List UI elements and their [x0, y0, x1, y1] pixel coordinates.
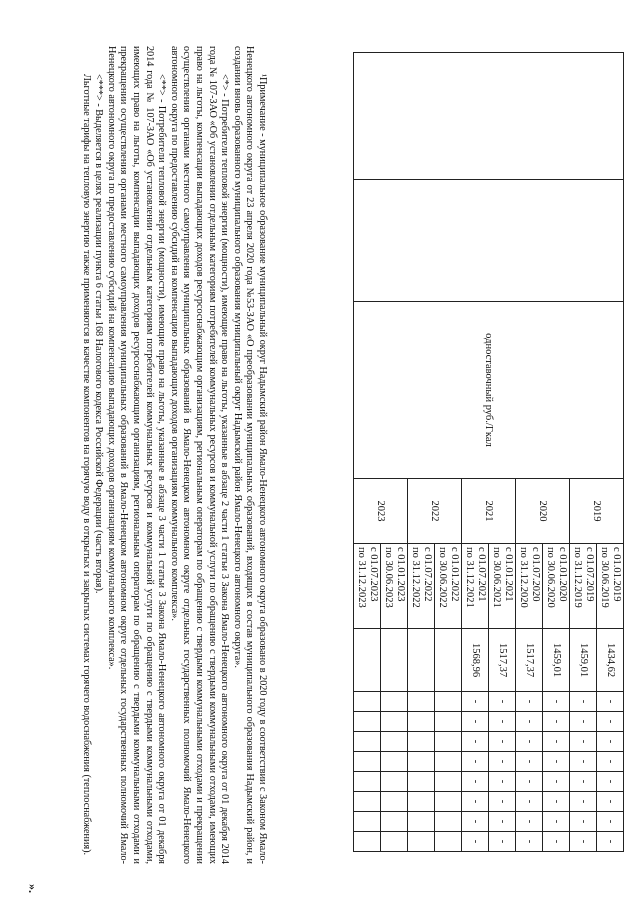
- dash-cell: [381, 812, 408, 832]
- dash-cell: [381, 692, 408, 712]
- dash-cell: -: [597, 732, 624, 752]
- dash-cell: -: [489, 692, 516, 712]
- tariff-value: [408, 629, 435, 692]
- dash-cell: -: [543, 692, 570, 712]
- period-cell: [408, 544, 435, 629]
- dash-cell: -: [462, 832, 489, 852]
- dash-cell: [408, 832, 435, 852]
- dash-cell: -: [516, 752, 543, 772]
- dash-cell: -: [462, 792, 489, 812]
- year-cell: 2020: [516, 479, 570, 544]
- dash-cell: -: [516, 832, 543, 852]
- dash-cell: -: [489, 752, 516, 772]
- dash-cell: [354, 792, 381, 812]
- period-from: с 01.01.2023: [395, 547, 406, 602]
- period-to: по 31.12.2023: [356, 547, 367, 608]
- period-to: по 30.06.2020: [545, 547, 556, 608]
- dash-cell: [381, 832, 408, 852]
- period-to: по 31.12.2021: [464, 547, 475, 608]
- dash-cell: -: [489, 712, 516, 732]
- tariff-value: [381, 629, 408, 692]
- tariff-value: 1459,01: [543, 629, 570, 692]
- period-to: по 31.12.2020: [518, 547, 529, 608]
- year-cell: 2021: [462, 479, 516, 544]
- dash-cell: -: [543, 812, 570, 832]
- footnotes: [79, 46, 268, 864]
- dash-cell: -: [597, 752, 624, 772]
- tariff-table: [353, 52, 624, 852]
- period-from: с 01.07.2023: [368, 547, 379, 602]
- year-cell: 2023: [354, 479, 408, 544]
- blank-cell: [354, 53, 624, 180]
- dash-cell: -: [462, 812, 489, 832]
- dash-cell: [354, 712, 381, 732]
- dash-cell: -: [570, 772, 597, 792]
- dash-cell: -: [543, 792, 570, 812]
- dash-cell: -: [516, 732, 543, 752]
- period-cell: [543, 544, 570, 629]
- dash-cell: -: [516, 772, 543, 792]
- dash-cell: [381, 772, 408, 792]
- dash-cell: [354, 692, 381, 712]
- dash-cell: [354, 832, 381, 852]
- dash-cell: -: [597, 692, 624, 712]
- footnote-municipal: ¹Примечание - муниципальное образование муниципальный округ Надымский район Ямало-Ненецкого автономного округа образовано в 2020 году в соответствии с Законом Ямало-Ненецкого автономного округа от 23 апреля 2020 года №53-ЗАО «О преобразовании муниципальных образований, входящих в состав муниципального образования Надымский район, и создании вновь образованного муниципального образования муниципальный округ Надымский район Ямало-Ненецкого автономного округа».: [231, 46, 268, 864]
- dash-cell: [435, 732, 462, 752]
- dash-cell: [381, 732, 408, 752]
- dash-cell: [354, 752, 381, 772]
- footnote-star1: <*> - Потребители тепловой энергии (мощности), имеющие право на льготы, указанные в абзаце 2 части 1 статьи 3 Закона Ямало-Ненецкого автономного округа от 01 декабря 2014 года № 107-ЗАО «Об установлении отдельным категориям потребителей коммунальных ресурсов и коммунальной услуги по обращению с твердыми коммунальными отходами, имеющих право на льготы, компенсации выпадающих доходов ресурсоснабжающим организациям, региональным операторам по обращению с твердыми коммунальными отходами и прекращении осуществления органами местного самоуправления муниципальных образований в Ямало-Ненецком автономном округе отдельных государственных полномочий Ямало-Ненецкого автономного округа по предоставлению субсидий на компенсацию выпадающих доходов организациям коммунального комплекса».: [168, 46, 231, 864]
- period-from: с 01.01.2020: [557, 547, 568, 602]
- dash-cell: [381, 712, 408, 732]
- dash-cell: -: [516, 712, 543, 732]
- dash-cell: -: [543, 832, 570, 852]
- tariff-table-body: [354, 53, 624, 852]
- period-from: с 01.07.2022: [422, 547, 433, 602]
- year-cell: 2022: [408, 479, 462, 544]
- tariff-value: 1517,37: [516, 629, 543, 692]
- dash-cell: -: [570, 832, 597, 852]
- period-to: по 31.12.2022: [410, 547, 421, 608]
- dash-cell: [408, 692, 435, 712]
- dash-cell: -: [597, 792, 624, 812]
- closing-quote-mark: ».: [26, 884, 40, 893]
- dash-cell: -: [543, 772, 570, 792]
- unit-cell: одноставочный руб./Гкал: [354, 302, 624, 479]
- tariff-value: 1434,62: [597, 629, 624, 692]
- period-to: по 30.06.2019: [599, 547, 610, 608]
- dash-cell: -: [570, 692, 597, 712]
- footnote-star3: <***> - Выделяется в целях реализации пункта 6 статьи 168 Налогового кодекса Российской Федерации (часть вторая).: [93, 74, 105, 594]
- tariff-value: [435, 629, 462, 692]
- year-cell: 2019: [570, 479, 624, 544]
- dash-cell: -: [597, 832, 624, 852]
- dash-cell: -: [462, 752, 489, 772]
- dash-cell: -: [570, 712, 597, 732]
- dash-cell: -: [489, 812, 516, 832]
- dash-cell: [408, 752, 435, 772]
- blank-cell: [354, 180, 624, 302]
- footnote-star2: <**> - Потребители тепловой энергии (мощности), имеющие право на льготы, указанные в абзаце 3 части 1 статьи 3 Закона Ямало-Ненецкого автономного округа от 01 декабря 2014 года № 107-ЗАО «Об установлении отдельным категориям потребителей коммунальных ресурсов и коммунальной услуги по обращению с твердыми коммунальными отходами, имеющих право на льготы, компенсации выпадающих доходов ресурсоснабжающим организациям, региональным операторам по обращению с твердыми коммунальными отходами и прекращении осуществления органами местного самоуправления муниципальных образований в Ямало-Ненецком автономном округе отдельных государственных полномочий Ямало-Ненецкого автономного округа по предоставлению субсидий на компенсацию выпадающих доходов организациям коммунального комплекса».: [105, 46, 168, 864]
- dash-cell: -: [516, 692, 543, 712]
- dash-cell: -: [516, 792, 543, 812]
- period-from: с 01.01.2022: [449, 547, 460, 602]
- period-from: с 01.07.2019: [584, 547, 595, 602]
- period-cell: [462, 544, 489, 629]
- dash-cell: [435, 832, 462, 852]
- dash-cell: [435, 712, 462, 732]
- dash-cell: -: [597, 812, 624, 832]
- dash-cell: [408, 732, 435, 752]
- dash-cell: [354, 732, 381, 752]
- period-cell: [354, 544, 381, 629]
- dash-cell: -: [570, 732, 597, 752]
- dash-cell: -: [543, 732, 570, 752]
- dash-cell: -: [516, 812, 543, 832]
- dash-cell: [354, 812, 381, 832]
- tariff-value: 1517,37: [489, 629, 516, 692]
- dash-cell: [435, 692, 462, 712]
- footnote-preferential-tariffs: Льготные тарифы на тепловую энергию также применяются в качестве компонентов на горячую воду в открытых и закрытых системах горячего водоснабжения (теплоснабжения).: [80, 74, 92, 856]
- period-cell: [435, 544, 462, 629]
- dash-cell: [381, 752, 408, 772]
- period-to: по 30.06.2022: [437, 547, 448, 608]
- dash-cell: [408, 772, 435, 792]
- period-to: по 30.06.2023: [383, 547, 394, 608]
- dash-cell: -: [462, 692, 489, 712]
- period-to: по 30.06.2021: [491, 547, 502, 608]
- dash-cell: -: [597, 772, 624, 792]
- dash-cell: [408, 792, 435, 812]
- period-to: по 31.12.2019: [572, 547, 583, 608]
- dash-cell: -: [489, 772, 516, 792]
- period-from: с 01.01.2021: [503, 547, 514, 602]
- tariff-value: 1568,96: [462, 629, 489, 692]
- dash-cell: -: [570, 792, 597, 812]
- dash-cell: -: [543, 752, 570, 772]
- dash-cell: -: [489, 732, 516, 752]
- tariff-value: 1459,01: [570, 629, 597, 692]
- dash-cell: [435, 752, 462, 772]
- dash-cell: [354, 772, 381, 792]
- tariff-value: [354, 629, 381, 692]
- dash-cell: -: [462, 772, 489, 792]
- period-cell: [516, 544, 543, 629]
- dash-cell: -: [462, 732, 489, 752]
- period-from: с 01.07.2021: [476, 547, 487, 602]
- period-cell: [381, 544, 408, 629]
- dash-cell: -: [570, 752, 597, 772]
- period-cell: [489, 544, 516, 629]
- period-from: с 01.07.2020: [530, 547, 541, 602]
- dash-cell: [408, 712, 435, 732]
- dash-cell: -: [489, 832, 516, 852]
- dash-cell: -: [597, 712, 624, 732]
- dash-cell: -: [543, 712, 570, 732]
- dash-cell: -: [570, 812, 597, 832]
- period-cell: [597, 544, 624, 629]
- table-row: [597, 53, 624, 852]
- dash-cell: [435, 772, 462, 792]
- period-cell: [570, 544, 597, 629]
- dash-cell: [435, 812, 462, 832]
- period-from: с 01.01.2019: [611, 547, 622, 602]
- dash-cell: [408, 812, 435, 832]
- dash-cell: -: [489, 792, 516, 812]
- dash-cell: [435, 792, 462, 812]
- dash-cell: -: [462, 712, 489, 732]
- dash-cell: [381, 792, 408, 812]
